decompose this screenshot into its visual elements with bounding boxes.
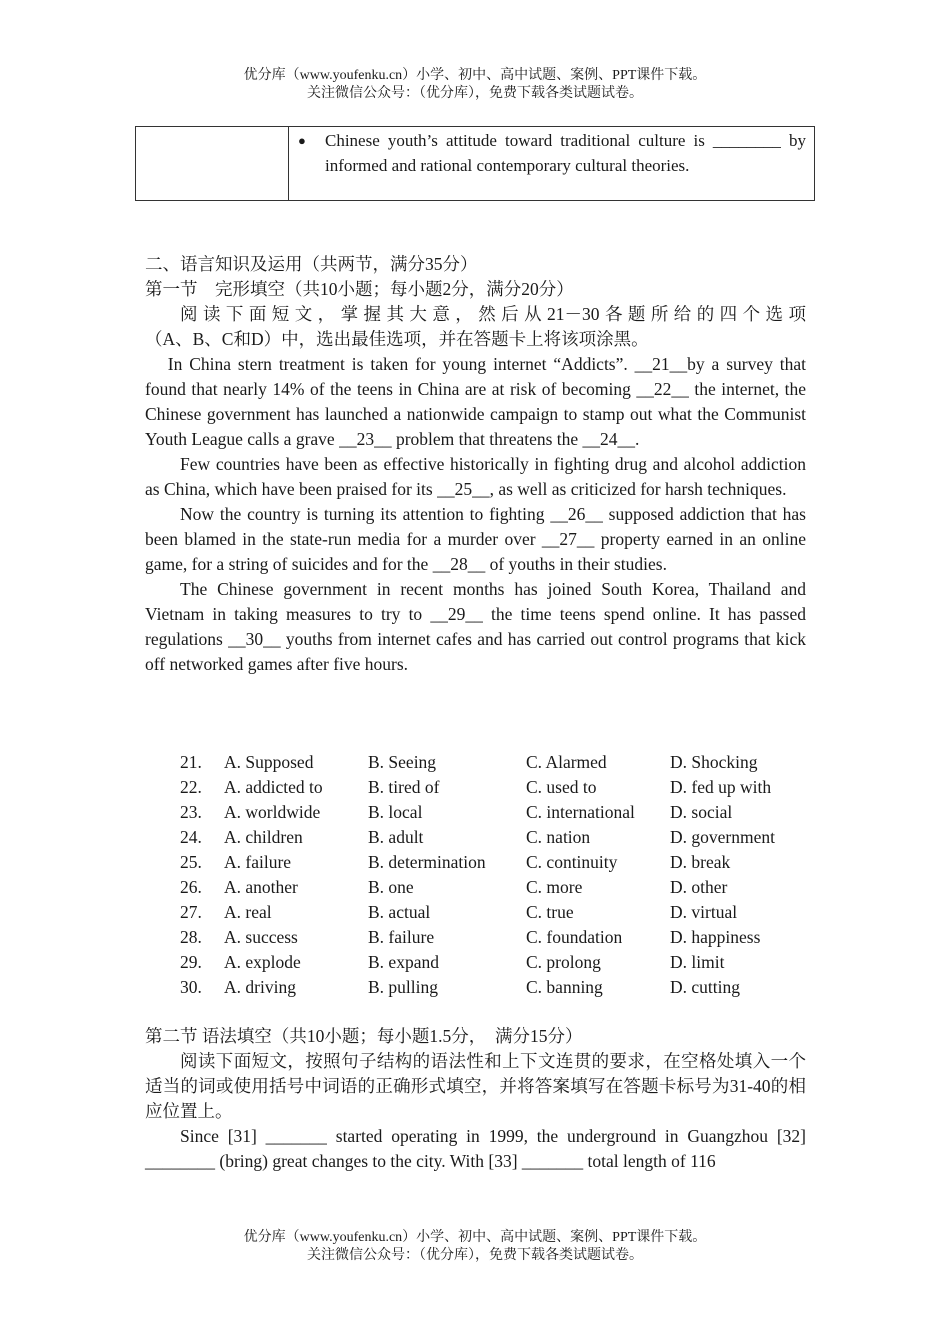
option-row-22 xyxy=(180,775,820,800)
option-d: D. other xyxy=(670,877,728,897)
instructions-line-1: 阅读下面短文，掌握其大意，然后从21－30各题所给的四个选项 xyxy=(180,304,806,324)
option-c: C. continuity xyxy=(526,852,618,872)
option-c: C. international xyxy=(526,802,635,822)
instructions-line-2: （A、B、C和D）中，选出最佳选项，并在答题卡上将该项涂黑。 xyxy=(145,329,649,349)
passage-paragraph-4: The Chinese government in recent months has joined South Korea, Thailand and Vietnam in taking measures to try to __29__ the time teens spend online. It has passed regulations __30__ youths from internet cafes and has carried out control programs that kick off networked games after five hours. xyxy=(145,579,806,674)
header-line-2: 关注微信公众号：（优分库），免费下载各类试题试卷。 xyxy=(307,86,643,101)
table-cell-text: Chinese youth’s attitude toward traditional culture is ________ by informed and rational contemporary cultural theories. xyxy=(325,131,806,175)
option-b: B. determination xyxy=(368,852,486,872)
page-footer xyxy=(0,1229,950,1265)
option-c: C. true xyxy=(526,902,574,922)
option-row-25 xyxy=(180,850,820,875)
option-d: D. cutting xyxy=(670,977,740,997)
option-row-27 xyxy=(180,900,820,925)
footer-line-1: 优分库（www.youfenku.cn）小学、初中、高中试题、案例、PPT课件下载。 xyxy=(243,1230,707,1245)
option-row-21 xyxy=(180,750,820,775)
page-header xyxy=(0,67,950,103)
option-a: A. children xyxy=(224,827,303,847)
option-c: C. more xyxy=(526,877,583,897)
table-column-divider xyxy=(288,127,289,200)
option-c: C. used to xyxy=(526,777,597,797)
option-a: A. Supposed xyxy=(224,752,314,772)
option-b: B. Seeing xyxy=(368,752,437,772)
option-c: C. prolong xyxy=(526,952,601,972)
question-number: 21. xyxy=(180,752,202,772)
part-two-passage: Since [31] _______ started operating in 1999, the underground in Guangzhou [32] ________ (bring) great changes to the city. With [33] _______ total length of 116 xyxy=(145,1126,806,1171)
part-two-title: 第二节 语法填空（共10小题；每小题1.5分， 满分15分） xyxy=(145,1026,583,1046)
option-b: B. actual xyxy=(368,902,431,922)
question-number: 23. xyxy=(180,802,202,822)
option-row-23 xyxy=(180,800,820,825)
option-c: C. Alarmed xyxy=(526,752,607,772)
question-number: 24. xyxy=(180,827,202,847)
footer-line-2: 关注微信公众号：（优分库），免费下载各类试题试卷。 xyxy=(307,1248,643,1263)
option-a: A. failure xyxy=(224,852,292,872)
continuation-table xyxy=(135,126,815,201)
question-number: 26. xyxy=(180,877,202,897)
option-c: C. banning xyxy=(526,977,603,997)
option-a: A. explode xyxy=(224,952,301,972)
option-c: C. foundation xyxy=(526,927,623,947)
option-a: A. worldwide xyxy=(224,802,321,822)
option-b: B. local xyxy=(368,802,423,822)
section-title: 二、语言知识及运用（共两节，满分35分） xyxy=(145,254,478,274)
option-a: A. another xyxy=(224,877,298,897)
option-b: B. one xyxy=(368,877,414,897)
passage-paragraph-3: Now the country is turning its attention to fighting __26__ supposed addiction that has been blamed in the state-run media for a murder over __27__ property earned in an online game, for a string of suicides and for the __28__ of youths in their studies. xyxy=(145,504,806,574)
question-number: 22. xyxy=(180,777,202,797)
option-d: D. social xyxy=(670,802,733,822)
option-b: B. tired of xyxy=(368,777,440,797)
question-number: 29. xyxy=(180,952,202,972)
option-a: A. success xyxy=(224,927,298,947)
part-two-instructions: 阅读下面短文，按照句子结构的语法性和上下文连贯的要求，在空格处填入一个适当的词或使用括号中词语的正确形式填空，并将答案填写在答题卡标号为31-40的相应位置上。 xyxy=(145,1051,806,1121)
option-d: D. break xyxy=(670,852,731,872)
passage-paragraph-2: Few countries have been as effective historically in fighting drug and alcohol addiction as China, which have been praised for its __25__, as well as criticized for harsh techniques. xyxy=(145,454,806,499)
section-two xyxy=(145,252,806,677)
question-number: 27. xyxy=(180,902,202,922)
option-row-30 xyxy=(180,975,820,1000)
option-d: D. virtual xyxy=(670,902,738,922)
grammar-section xyxy=(145,1024,806,1174)
option-row-24 xyxy=(180,825,820,850)
option-d: D. government xyxy=(670,827,775,847)
option-b: B. adult xyxy=(368,827,424,847)
option-row-26 xyxy=(180,875,820,900)
part-one-title: 第一节 完形填空（共10小题；每小题2分，满分20分） xyxy=(145,279,574,299)
option-b: B. pulling xyxy=(368,977,439,997)
question-number: 28. xyxy=(180,927,202,947)
option-row-29 xyxy=(180,950,820,975)
option-b: B. expand xyxy=(368,952,439,972)
option-d: D. limit xyxy=(670,952,725,972)
question-number: 25. xyxy=(180,852,202,872)
option-d: D. Shocking xyxy=(670,752,758,772)
header-line-1: 优分库（www.youfenku.cn）小学、初中、高中试题、案例、PPT课件下载。 xyxy=(243,68,707,83)
option-a: A. driving xyxy=(224,977,296,997)
options-list xyxy=(180,750,820,1000)
option-a: A. real xyxy=(224,902,272,922)
option-d: D. happiness xyxy=(670,927,761,947)
option-c: C. nation xyxy=(526,827,591,847)
option-a: A. addicted to xyxy=(224,777,323,797)
bullet-icon: ● xyxy=(298,133,306,148)
option-b: B. failure xyxy=(368,927,435,947)
option-row-28 xyxy=(180,925,820,950)
passage-paragraph-1: In China stern treatment is taken for young internet “Addicts”. __21__by a survey that found that nearly 14% of the teens in China are at risk of becoming __22__ the internet, the Chinese government has launched a nationwide campaign to stamp out what the Communist Youth League calls a grave __23__ problem that threatens the __24__. xyxy=(145,354,806,449)
question-number: 30. xyxy=(180,977,202,997)
option-d: D. fed up with xyxy=(670,777,772,797)
